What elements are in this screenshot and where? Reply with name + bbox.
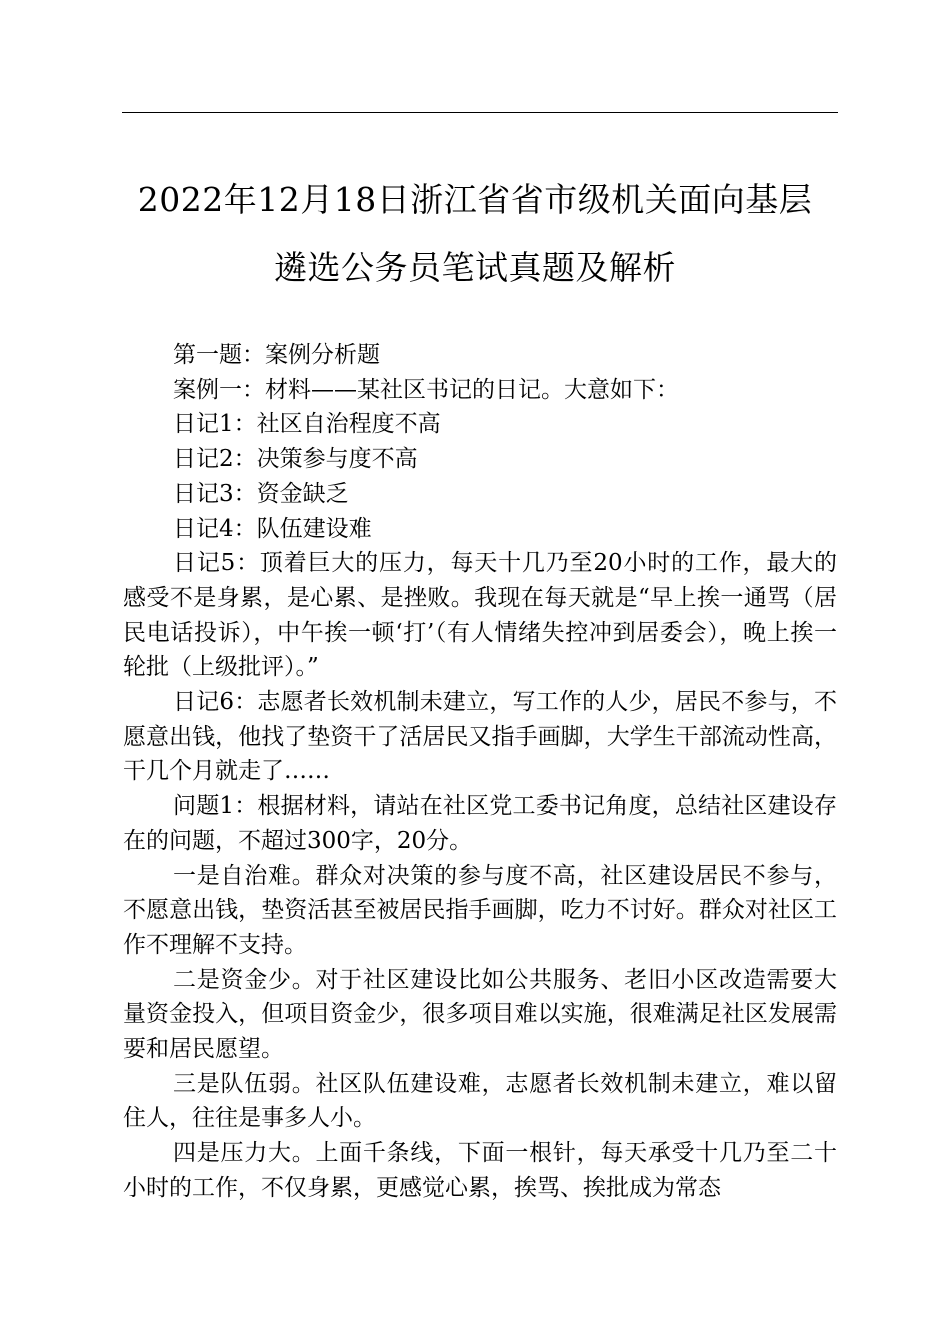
answer-point-3: 三是队伍弱。社区队伍建设难，志愿者长效机制未建立，难以留住人，往往是事多人小。 [123, 1070, 837, 1132]
question-heading: 第一题：案例分析题 [173, 342, 380, 368]
header-rule [122, 112, 838, 113]
answer-point-4: 四是压力大。上面千条线，下面一根针，每天承受十几乃至二十小时的工作，不仅身累，更感觉心累，挨骂、挨批成为常态 [123, 1140, 837, 1201]
document-title-line-1: 2022年12月18日浙江省省市级机关面向基层 [137, 180, 813, 219]
diary-entry-3: 日记3：资金缺乏 [173, 480, 349, 507]
diary-entry-2: 日记2：决策参与度不高 [173, 446, 418, 473]
document-body [123, 338, 837, 1206]
diary-entry-5: 日记5：顶着巨大的压力，每天十几乃至20小时的工作，最大的感受不是身累，是心累、是挫败。我现在每天就是“早上挨一通骂（居民电话投诉），中午挨一顿‘打’（有人情绪失控冲到居委会），晚上挨一轮批（上级批评）。” [123, 550, 837, 681]
diary-entry-1: 日记1：社区自治程度不高 [173, 411, 441, 438]
answer-point-2: 二是资金少。对于社区建设比如公共服务、老旧小区改造需要大量资金投入，但项目资金少，很多项目难以实施，很难满足社区发展需要和居民愿望。 [123, 966, 837, 1063]
document-title-line-2: 遴选公务员笔试真题及解析 [274, 248, 676, 287]
case-intro: 案例一：材料——某社区书记的日记。大意如下： [173, 376, 679, 403]
answer-point-1: 一是自治难。群众对决策的参与度不高，社区建设居民不参与，不愿意出钱，垫资活甚至被居民指手画脚，吃力不讨好。群众对社区工作不理解不支持。 [123, 862, 837, 958]
diary-entry-4: 日记4：队伍建设难 [173, 515, 372, 542]
question-1: 问题1：根据材料，请站在社区党工委书记角度，总结社区建设存在的问题，不超过300字，20分。 [123, 793, 837, 854]
diary-entry-6: 日记6：志愿者长效机制未建立，写工作的人少，居民不参与，不愿意出钱，他找了垫资干了活居民又指手画脚，大学生干部流动性高，干几个月就走了…… [123, 689, 837, 785]
